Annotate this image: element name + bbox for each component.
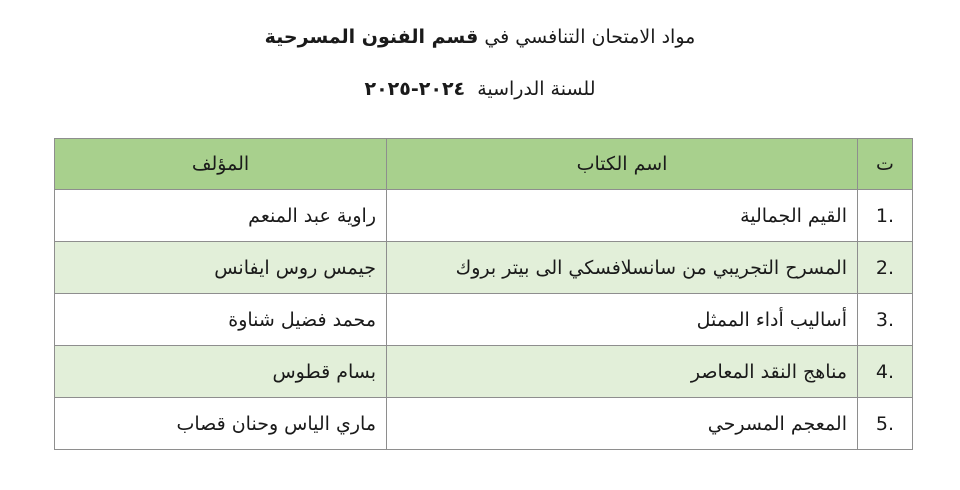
academic-year-value: ٢٠٢٤-٢٠٢٥: [364, 78, 466, 100]
column-header-title: اسم الكتاب: [387, 139, 858, 190]
row-number: 5.: [858, 398, 913, 450]
page-title: [0, 26, 960, 48]
book-author: ماري الياس وحنان قصاب: [55, 398, 387, 450]
table-row: [55, 398, 913, 450]
department-name: قسم الفنون المسرحية: [264, 26, 479, 48]
books-table: [54, 138, 913, 450]
book-author: محمد فضيل شناوة: [55, 294, 387, 346]
book-author: راوية عبد المنعم: [55, 190, 387, 242]
row-number: 2.: [858, 242, 913, 294]
book-title: المعجم المسرحي: [387, 398, 858, 450]
academic-year-line: [0, 78, 960, 100]
academic-year-label: للسنة الدراسية: [477, 78, 596, 100]
table-header-row: [55, 139, 913, 190]
column-header-number: ت: [858, 139, 913, 190]
book-title: المسرح التجريبي من سانسلافسكي الى بيتر بروك: [387, 242, 858, 294]
table-row: [55, 346, 913, 398]
row-number: 4.: [858, 346, 913, 398]
table-row: [55, 190, 913, 242]
book-title: القيم الجمالية: [387, 190, 858, 242]
title-prefix: مواد الامتحان التنافسي في: [478, 26, 696, 48]
book-author: جيمس روس ايفانس: [55, 242, 387, 294]
book-title: مناهج النقد المعاصر: [387, 346, 858, 398]
table-row: [55, 242, 913, 294]
book-author: بسام قطوس: [55, 346, 387, 398]
column-header-author: المؤلف: [55, 139, 387, 190]
book-title: أساليب أداء الممثل: [387, 294, 858, 346]
table-row: [55, 294, 913, 346]
row-number: 3.: [858, 294, 913, 346]
row-number: 1.: [858, 190, 913, 242]
